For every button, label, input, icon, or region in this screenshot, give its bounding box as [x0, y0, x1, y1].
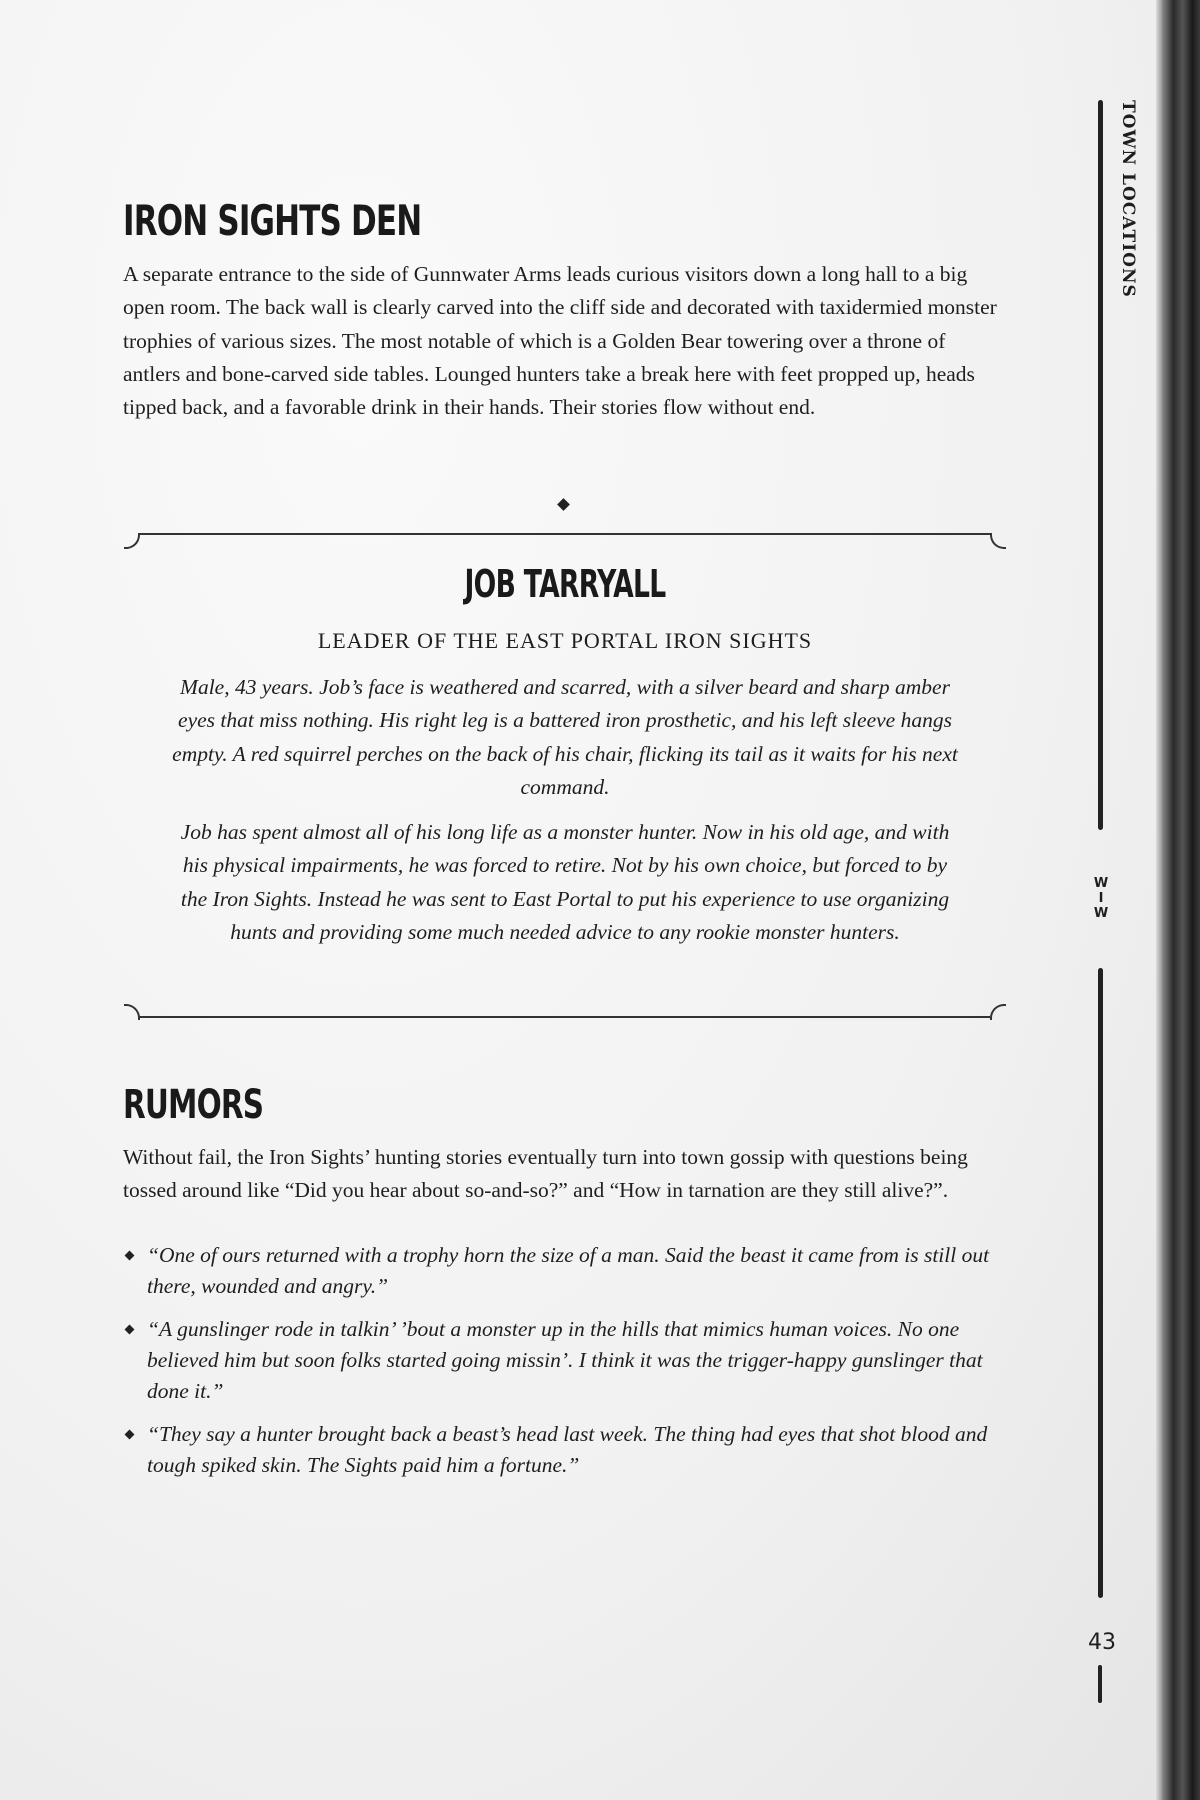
sidebar-rule	[1098, 1665, 1102, 1703]
list-item	[123, 1419, 1003, 1481]
rumors-intro: Without fail, the Iron Sights’ hunting stories eventually turn into town gossip with questions being tossed around like “Did you hear about so-and-so?” and “How in tarnation are they still alive?”.	[123, 1145, 968, 1203]
diamond-bullet-icon	[125, 1251, 135, 1261]
section-tab: TOWN LOCATIONS	[1118, 100, 1138, 298]
diamond-bullet-icon	[125, 1430, 135, 1440]
npc-title: LEADER OF THE EAST PORTAL IRON SIGHTS	[317, 628, 813, 653]
logo-letter: W	[1093, 906, 1109, 921]
sidebar-rule	[1098, 968, 1103, 1598]
corner-ornament	[990, 533, 1006, 549]
rumors-list	[123, 1240, 1003, 1493]
box-bottom-rule	[138, 1016, 990, 1018]
diamond-bullet-icon	[125, 1325, 135, 1335]
diamond-ornament	[557, 498, 570, 511]
logo-letter: I	[1098, 891, 1104, 906]
sidebar-rule	[1098, 100, 1103, 830]
npc-name: JOB TARRYALL	[464, 562, 666, 606]
rumor-text: “A gunslinger rode in talkin’ ’bout a monster up in the hills that mimics human voices. No one believed him but soon folks started going missin’. I think it was the trigger-happy gunslinger that done it.”	[147, 1317, 983, 1403]
logo-letter: W	[1093, 876, 1109, 891]
list-item	[123, 1314, 1003, 1407]
page-number: 43	[1088, 1630, 1116, 1655]
list-item	[123, 1240, 1003, 1302]
rumor-text: “One of ours returned with a trophy horn the size of a man. Said the beast it came from is still out there, wounded and angry.”	[147, 1243, 990, 1298]
page-edge-texture	[1162, 0, 1200, 1800]
rumors-heading: RUMORS	[123, 1082, 264, 1128]
npc-background: Job has spent almost all of his long life as a monster hunter. Now in his old age, and with his physical impairments, he was forced to retire. Not by his own choice, but forced to by the Iron Sights. Instead he was sent to East Portal to put his experience to use organizing hunts and providing some much needed advice to any rookie monster hunters.	[180, 820, 950, 944]
intro-paragraph: A separate entrance to the side of Gunnwater Arms leads curious visitors down a long hall to a big open room. The back wall is clearly carved into the cliff side and decorated with taxidermied monster trophies of various sizes. The most notable of which is a Golden Bear towering over a throne of antlers and bone-carved side tables. Lounged hunters take a break here with feet propped up, heads tipped back, and a favorable drink in their hands. Their stories flow without end.	[123, 262, 997, 420]
corner-ornament	[124, 533, 140, 549]
corner-ornament	[990, 1004, 1006, 1020]
box-top-rule	[138, 533, 990, 535]
section-heading: IRON SIGHTS DEN	[123, 196, 422, 245]
corner-ornament	[124, 1004, 140, 1020]
logo	[1092, 876, 1110, 921]
npc-description: Male, 43 years. Job’s face is weathered and scarred, with a silver beard and sharp amber eyes that miss nothing. His right leg is a battered iron prosthetic, and his left sleeve hangs empty. A red squirrel perches on the back of his chair, flicking its tail as it waits for his next command.	[172, 675, 958, 799]
rumor-text: “They say a hunter brought back a beast’s head last week. The thing had eyes that shot blood and tough spiked skin. The Sights paid him a fortune.”	[147, 1422, 988, 1477]
